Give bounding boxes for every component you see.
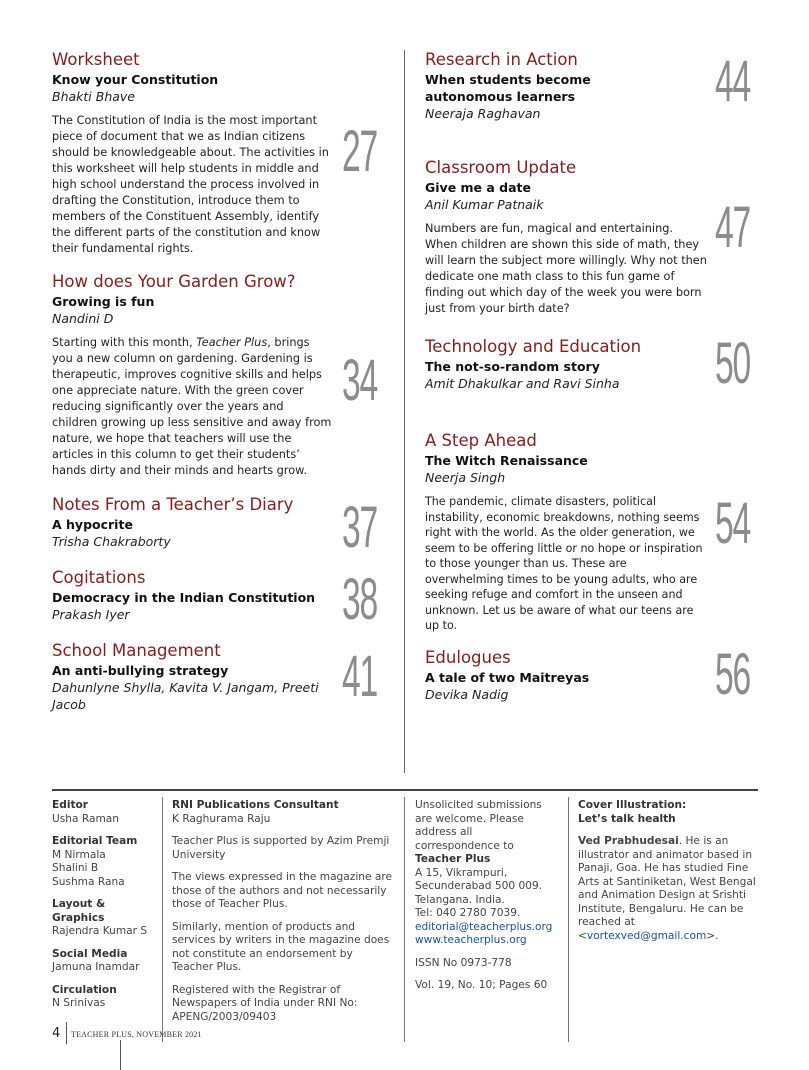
author: Prakash Iyer — [52, 607, 130, 622]
bottom-rule — [120, 1040, 121, 1070]
toc-entry-worksheet[interactable] — [52, 50, 342, 257]
section-title: Research in Action — [425, 50, 578, 69]
page-number: 56 — [715, 642, 751, 707]
toc-entry-step-ahead[interactable] — [425, 431, 715, 634]
folio-text: TEACHER PLUS, NOVEMBER 2021 — [71, 1030, 202, 1039]
folio-divider — [66, 1022, 67, 1044]
artist-email-link[interactable]: vortexved@gmail.com — [586, 929, 707, 942]
section-title: Cogitations — [52, 568, 146, 587]
masthead-publication-info: RNI Publications Consultant K Raghurama Raju Teacher Plus is supported by Azim Premji University The views expressed in the magazine are those of the authors and not necessarily those of Teacher Plus. Similarly, mention of products and services by writers in the magazine does not constitute an endorsement by Teacher Plus. Registered with the Registrar of Newspapers of India under RNI No: APENG/2003/09403 — [172, 799, 393, 1023]
page-number: 38 — [342, 567, 378, 632]
masthead-cover-credit: Cover Illustration: Let’s talk health Ved Prabhudesai. He is an illustrator and animator based in Panaji, Goa. He has studied Fine Arts at Santiniketan, West Bengal and Animation Design at Srishti Institute, Bengaluru. He can be reached at <vortexved@gmail.com>. — [578, 799, 756, 942]
page-number: 34 — [342, 348, 378, 413]
footer-column-divider — [162, 797, 163, 1042]
author: Trisha Chakraborty — [52, 534, 171, 549]
section-title: Edulogues — [425, 648, 511, 667]
article-description: Starting with this month, Teacher Plus, brings you a new column on gardening. Gardening is therapeutic, improves cognitive skills and helps one appreciate nature. With the green cover reducing significantly over the years and children growing up less sensitive and away from nature, we hope that teachers will use the articles in this column to get their students’ hands dirty and their minds and hearts grow. — [52, 336, 332, 477]
page-number: 54 — [715, 491, 751, 556]
article-description: Numbers are fun, magical and entertaining. When children are shown this side of math, they will learn the subject more willingly. Why not then dedicate one math class to this fun game of finding out which day of the week you were born just from your birth date? — [425, 222, 707, 315]
section-title: How does Your Garden Grow? — [52, 272, 296, 291]
page-number: 44 — [715, 49, 751, 114]
page-number: 47 — [715, 195, 751, 260]
author: Neeraja Raghavan — [425, 106, 541, 121]
toc-entry-garden[interactable] — [52, 272, 342, 479]
article-title: An anti-bullying strategy — [52, 663, 229, 678]
article-title: Democracy in the Indian Constitution — [52, 590, 316, 605]
author: Anil Kumar Patnaik — [425, 197, 544, 212]
page-number: 37 — [342, 495, 378, 560]
column-divider — [404, 50, 405, 773]
toc-entry-teachers-diary[interactable] — [52, 495, 342, 550]
section-title: A Step Ahead — [425, 431, 537, 450]
article-title: The Witch Renaissance — [425, 453, 588, 468]
author: Neerja Singh — [425, 470, 506, 485]
author: Dahunlyne Shylla, Kavita V. Jangam, Preeti Jacob — [52, 680, 319, 712]
toc-entry-classroom-update[interactable] — [425, 158, 715, 317]
article-title: The not-so-random story — [425, 359, 600, 374]
toc-entry-technology[interactable] — [425, 337, 715, 392]
section-title: Notes From a Teacher’s Diary — [52, 495, 294, 514]
author: Bhakti Bhave — [52, 89, 135, 104]
footer-column-divider — [568, 797, 569, 1042]
article-title: Know your Constitution — [52, 72, 219, 87]
article-title: Give me a date — [425, 180, 531, 195]
page-number: 41 — [342, 644, 378, 709]
article-description: The pandemic, climate disasters, political instability, economic breakdowns, nothing seems right with the world. As the older generation, we seem to be offering little or no hope or inspiration to those younger than us. These are overwhelming times to be young adults, who are seeking refuge and comfort in the unseen and unknown. Let us be aware of what our teens are up to. — [425, 495, 703, 632]
masthead-contact: Unsolicited submissions are welcome. Please address all correspondence to Teacher Plus A 15, Vikrampuri, Secunderabad 500 009. Telangana. India. Tel: 040 2780 7039. editorial@teacherplus.org www.teacherplus.org ISSN No 0973-778 Vol. 19, No. 10; Pages 60 — [415, 799, 553, 991]
toc-entry-cogitations[interactable] — [52, 568, 342, 623]
section-title: Technology and Education — [425, 337, 642, 356]
email-link[interactable]: editorial@teacherplus.org — [415, 920, 553, 933]
masthead-staff: Editor Usha Raman Editorial Team M Nirmala Shalini B Sushma Rana Layout & Graphics Rajendra Kumar S Social Media Jamuna Inamdar Circulation N Srinivas — [52, 799, 148, 1009]
author: Amit Dhakulkar and Ravi Sinha — [425, 376, 620, 391]
toc-entry-school-management[interactable] — [52, 641, 342, 713]
website-link[interactable]: www.teacherplus.org — [415, 934, 527, 946]
article-description: The Constitution of India is the most important piece of document that we as Indian citizens should be knowledgeable about. The activities in this worksheet will help students in middle and high school understand the process involved in drafting the Constitution, introduce them to members of the Constituent Assembly, identify the different parts of the constitution and know their fundamental rights. — [52, 114, 329, 255]
section-title: Worksheet — [52, 50, 140, 69]
page-folio-number: 4 — [52, 1026, 61, 1041]
author: Devika Nadig — [425, 687, 509, 702]
toc-entry-edulogues[interactable] — [425, 648, 715, 703]
page-number: 50 — [715, 331, 751, 396]
section-title: School Management — [52, 641, 221, 660]
footer-divider — [52, 789, 758, 791]
author: Nandini D — [52, 311, 114, 326]
footer-column-divider — [404, 797, 405, 1042]
toc-entry-research[interactable] — [425, 50, 715, 122]
article-title: A hypocrite — [52, 517, 133, 532]
article-title: When students become autonomous learners — [425, 72, 591, 104]
page-number: 27 — [342, 119, 378, 184]
article-title: A tale of two Maitreyas — [425, 670, 590, 685]
article-title: Growing is fun — [52, 294, 155, 309]
section-title: Classroom Update — [425, 158, 577, 177]
